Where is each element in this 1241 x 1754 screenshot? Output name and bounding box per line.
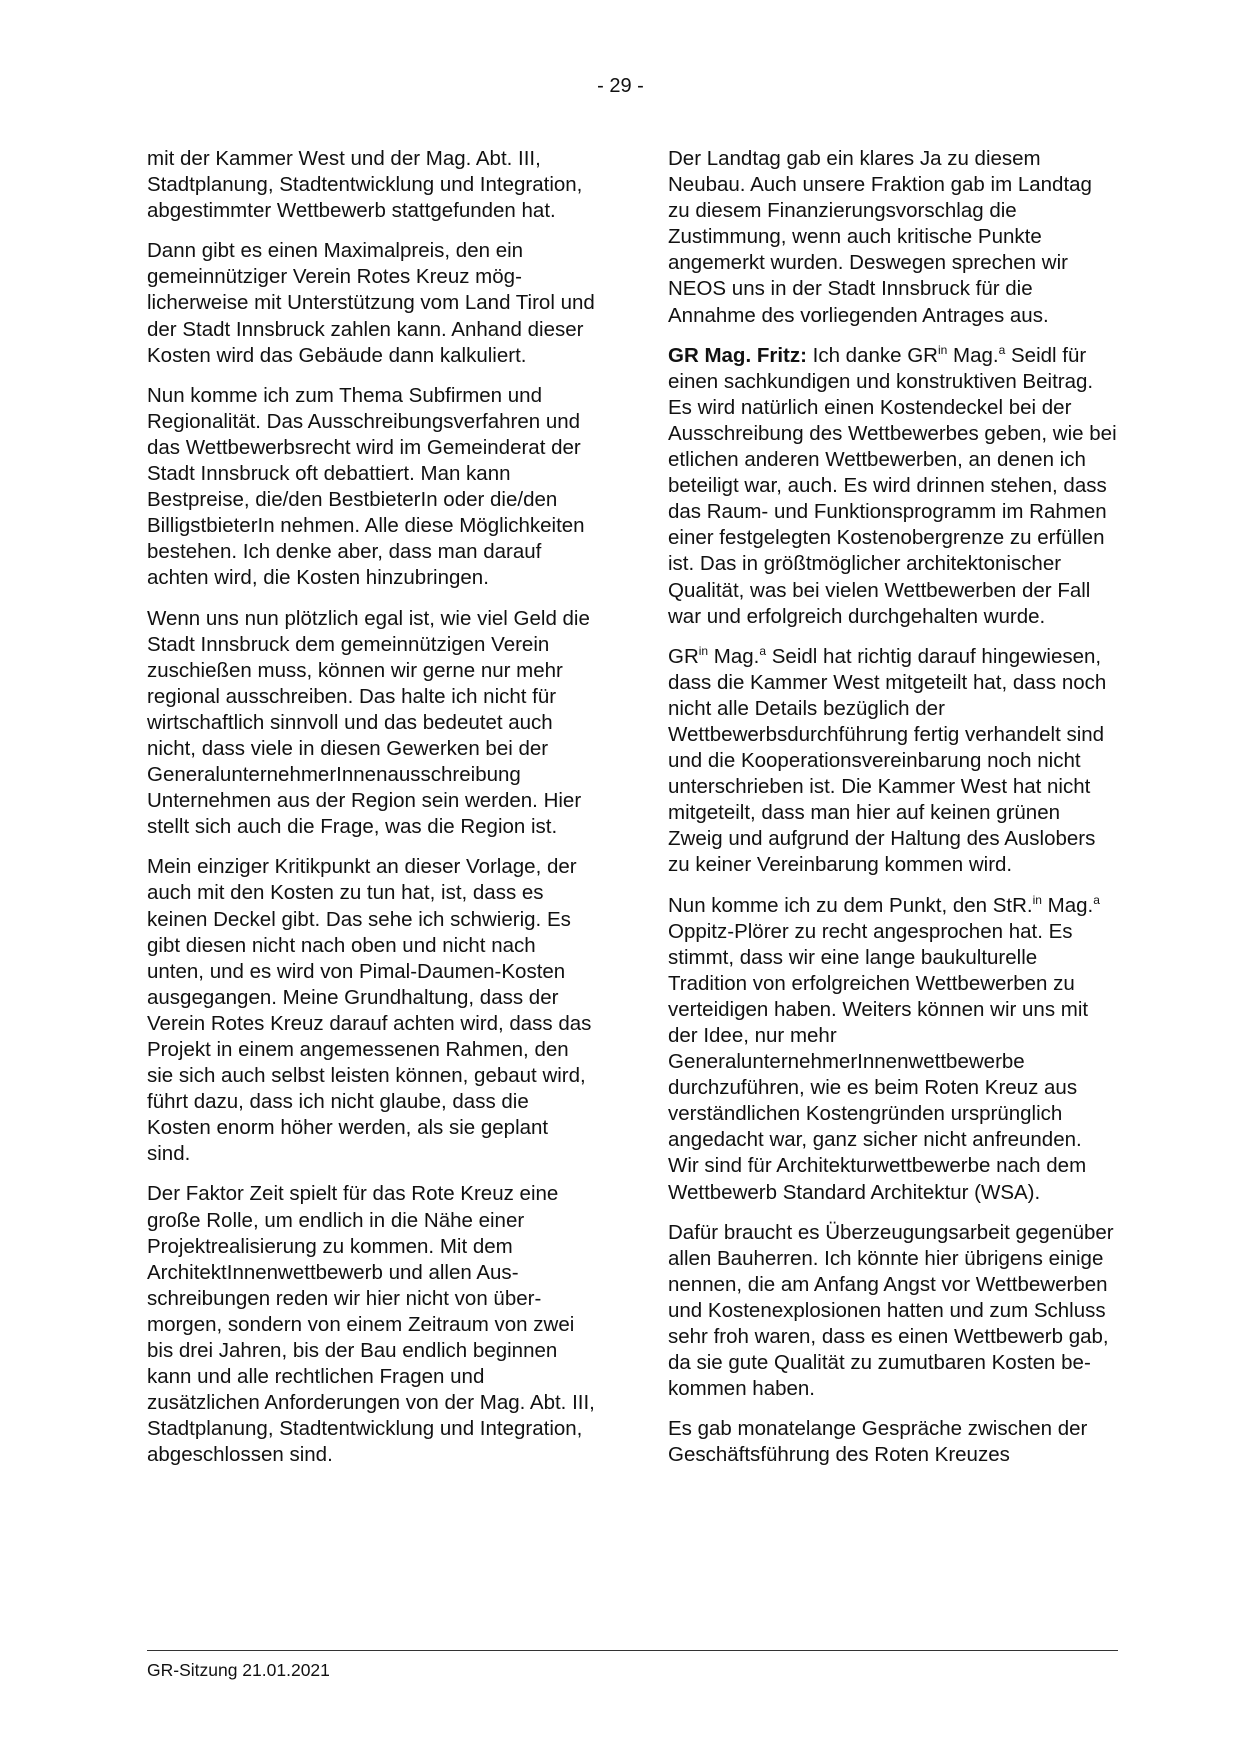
text-run: Nun komme ich zu dem Punkt, den StR. bbox=[668, 893, 1033, 917]
text-run: Seidl für einen sachkundigen und konstruktiven Beitrag. Es wird natürlich einen Kostendeckel bei der Ausschreibung des Wettbewerbes geben, wie bei etlichen anderen Wettbewerben, an denen ich beteiligt war, auch. Es wird drinnen stehen, dass das Raum- und Funktionsprogramm im Rahmen einer festgelegten Kostenobergrenze zu erfüllen ist. Das in größtmöglicher architektonischer Qualität, was bei vielen Wettbewerben der Fall war und erfolgreich durchgehalten wurde. bbox=[668, 343, 1117, 628]
paragraph: Nun komme ich zum Thema Subfirmen und Regionalität. Das Ausschreibungsverfahren und das Wettbewerbsrecht wird im Gemeinderat der Stadt Innsbruck oft debattiert. Man kann Bestpreise, die/den BestbieterIn oder die/den BilligstbieterIn nehmen. Alle diese Möglichkeiten bestehen. Ich denke aber, dass man darauf achten wird, die Kosten hinzubringen. bbox=[147, 383, 585, 590]
superscript: in bbox=[1032, 892, 1042, 907]
text-run: Mag. bbox=[708, 644, 760, 668]
text-run: Oppitz-Plörer zu recht angesprochen hat. Es stimmt, dass wir eine lange baukulturelle Tradition von erfolgreichen Wettbewerben zu verteidigen haben. Weiters können wir uns mit der Idee, nur mehr GeneralunternehmerInnenwettbewerbe durchzuführen, wie es beim Roten Kreuz aus verständlichen Kostengründen ursprünglich angedacht war, ganz sicher nicht anfreunden. Wir sind für Architekturwettbewerbe nach dem Wettbewerb Standard Architektur (WSA). bbox=[668, 919, 1089, 1204]
paragraph: Dann gibt es einen Maximalpreis, den ein gemeinnütziger Verein Rotes Kreuz möglicherweise mit Unterstützung vom Land Tirol und der Stadt Innsbruck zahlen kann. Anhand dieser Kosten wird das Gebäude dann kalkuliert. bbox=[147, 239, 595, 367]
text-run: Ich danke GR bbox=[806, 343, 938, 367]
paragraph: Mein einziger Kritikpunkt an dieser Vorlage, der auch mit den Kosten zu tun hat, ist, dass es keinen Deckel gibt. Das sehe ich schwierig. Es gibt diesen nicht nach oben und nicht nach unten, und es wird von Pimal-Daumen-Kosten ausgegangen. Meine Grundhaltung, dass der Verein Rotes Kreuz darauf achten wird, dass das Projekt in einem angemessenen Rahmen, den sie sich auch selbst leisten können, gebaut wird, führt dazu, dass ich nicht glaube, dass die Kosten enorm höher werden, als sie geplant sind. bbox=[147, 855, 592, 1166]
text-run: Mag. bbox=[947, 343, 999, 367]
paragraph: Dafür braucht es Überzeugungsarbeit gegenüber allen Bauherren. Ich könnte hier übrigens einige nennen, die am Anfang Angst vor Wettbewerben und Kostenexplosionen hatten und zum Schluss sehr froh waren, dass es einen Wettbewerb gab, da sie gute Qualität zu zumutbaren Kosten bekommen haben. bbox=[668, 1220, 1114, 1401]
paragraph bbox=[668, 644, 1118, 879]
footer-divider bbox=[147, 1650, 1118, 1651]
superscript: a bbox=[1093, 892, 1100, 907]
text-run: GR bbox=[668, 644, 699, 668]
text-run: Seidl hat richtig darauf hingewiesen, dass die Kammer West mitgeteilt hat, dass noch nicht alle Details bezüglich der Wettbewerbsdurchführung fertig verhandelt sind und die Kooperationsvereinbarung noch nicht unterschrieben ist. Die Kammer West hat nicht mitgeteilt, dass man hier auf keinen grünen Zweig und aufgrund der Haltung des Auslobers zu keiner Vereinbarung kommen wird. bbox=[668, 644, 1107, 877]
superscript: a bbox=[998, 342, 1006, 357]
superscript: in bbox=[937, 342, 948, 357]
right-column bbox=[668, 146, 1118, 1469]
text-run: Mag. bbox=[1041, 893, 1094, 917]
footer-session-date: GR-Sitzung 21.01.2021 bbox=[147, 1660, 330, 1680]
paragraph: Der Landtag gab ein klares Ja zu diesem Neubau. Auch unsere Fraktion gab im Landtag zu diesem Finanzierungsvorschlag die Zustimmung, wenn auch kritische Punkte angemerkt wurden. Deswegen sprechen wir NEOS uns in der Stadt Innsbruck für die Annahme des vorliegenden Antrages aus. bbox=[668, 147, 1092, 327]
paragraph: Der Faktor Zeit spielt für das Rote Kreuz eine große Rolle, um endlich in die Nähe einer Projektrealisierung zu kommen. Mit dem ArchitektInnenwettbewerb und allen Ausschreibungen reden wir hier nicht von übermorgen, sondern von einem Zeitraum von zwei bis drei Jahren, bis der Bau endlich beginnen kann und alle rechtlichen Fragen und zusätzlichen Anforderungen von der Mag. Abt. III, Stadtplanung, Stadtentwicklung und Integration, abgeschlossen sind. bbox=[147, 1182, 595, 1467]
page-number: - 29 - bbox=[597, 75, 644, 97]
paragraph: mit der Kammer West und der Mag. Abt. III, Stadtplanung, Stadtentwicklung und Integration, abgestimmter Wettbewerb stattgefunden hat. bbox=[147, 147, 583, 223]
paragraph: Wenn uns nun plötzlich egal ist, wie viel Geld die Stadt Innsbruck dem gemeinnützigen Verein zuschießen muss, können wir gerne nur mehr regional ausschreiben. Das halte ich nicht für wirtschaftlich sinnvoll und das bedeutet auch nicht, dass viele in diesen Gewerken bei der GeneralunternehmerInnenausschreibung Unternehmen aus der Region sein werden. Hier stellt sich auch die Frage, was die Region ist. bbox=[147, 606, 590, 839]
superscript: a bbox=[759, 643, 767, 658]
speaker-name: GR Mag. Fritz: bbox=[668, 343, 807, 367]
paragraph bbox=[668, 893, 1118, 1206]
superscript: in bbox=[698, 643, 709, 658]
paragraph: Es gab monatelange Gespräche zwischen der Geschäftsführung des Roten Kreuzes bbox=[668, 1417, 1088, 1467]
speech-paragraph bbox=[668, 343, 1118, 630]
left-column bbox=[147, 146, 597, 1469]
